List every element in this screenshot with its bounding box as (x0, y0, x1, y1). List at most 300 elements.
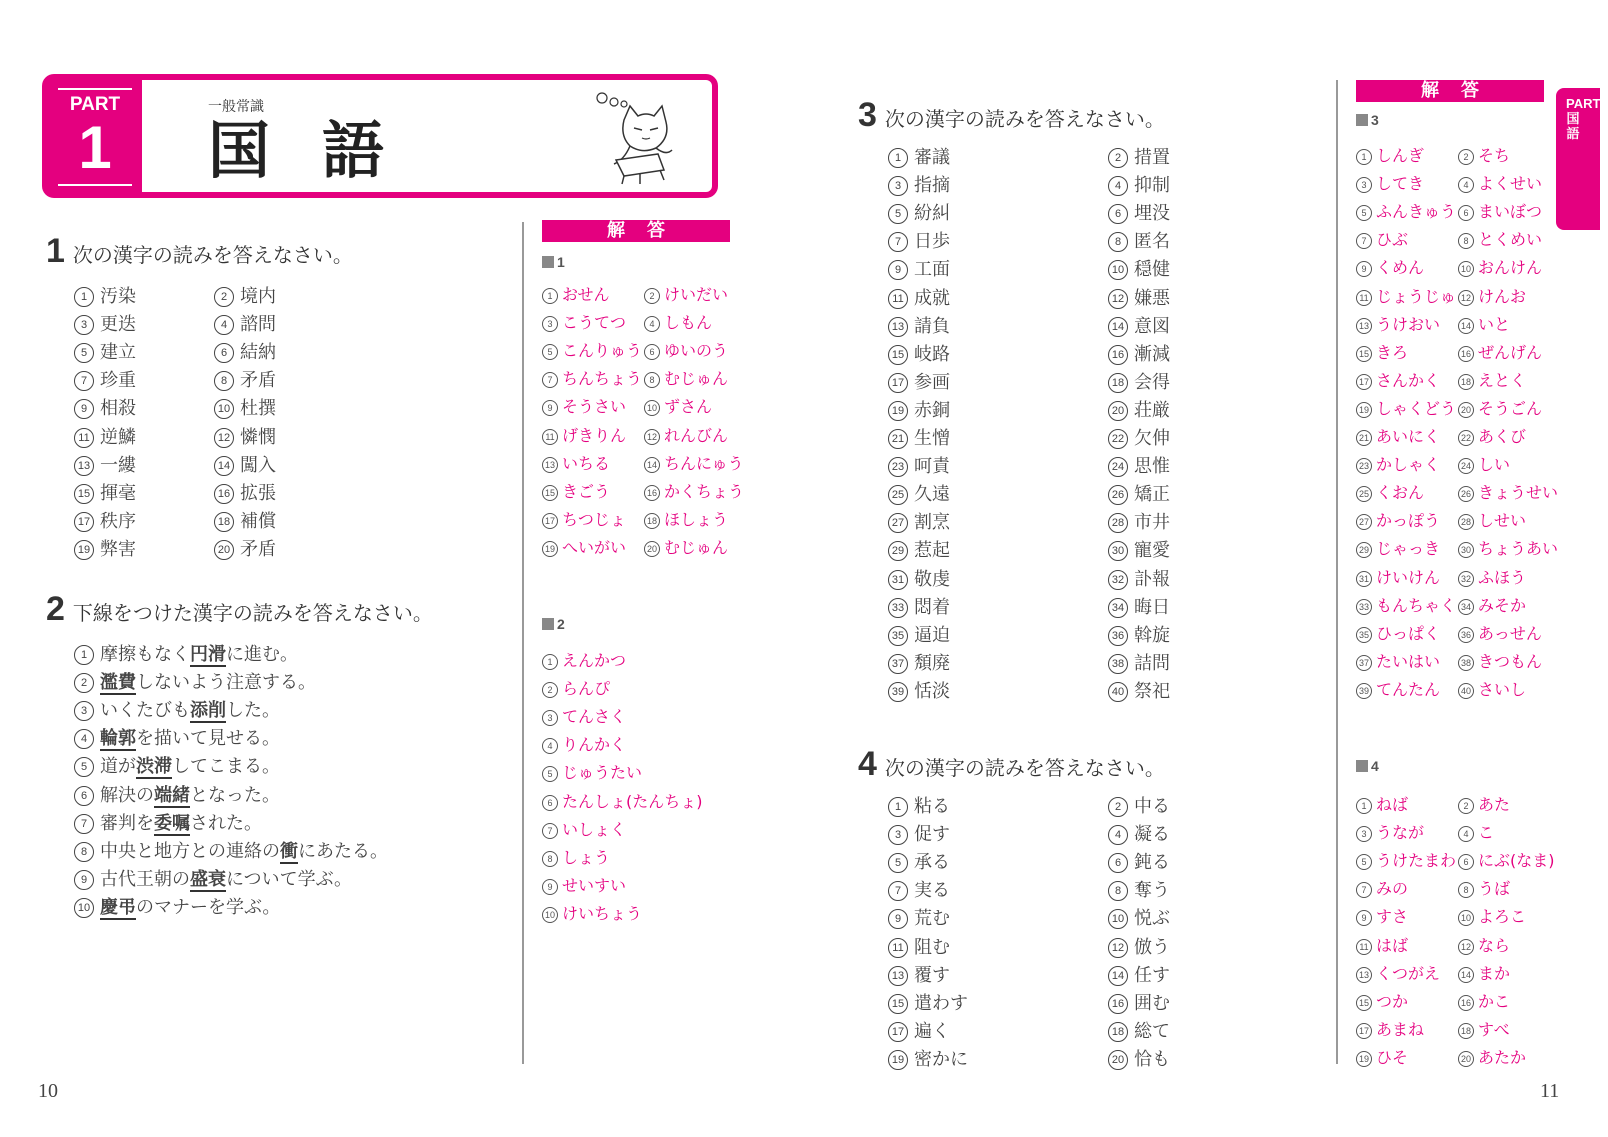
answer-item (1458, 565, 1526, 588)
number-circle: 8 (214, 371, 234, 391)
item-text: いちる (562, 453, 611, 473)
answer-item (542, 648, 626, 671)
number-circle: 13 (1356, 318, 1372, 334)
number-circle: 12 (1458, 290, 1474, 306)
number-circle: 11 (1356, 939, 1372, 955)
question-item (1108, 904, 1170, 930)
question-item (1108, 792, 1170, 818)
item-text: あいにく (1376, 427, 1441, 446)
question-item (888, 199, 950, 225)
item-text: してき (1376, 174, 1425, 194)
subject-title: 国語 (208, 114, 437, 187)
answer-item (644, 282, 728, 305)
item-text: くおん (1376, 483, 1425, 503)
number-circle: 5 (74, 343, 94, 363)
answer-item (1458, 649, 1542, 672)
number-circle: 19 (74, 540, 94, 560)
number-circle: 28 (1458, 514, 1474, 530)
answer-item (542, 535, 626, 558)
item-text: 措置 (1134, 147, 1170, 168)
answer-item (1356, 565, 1440, 588)
number-circle: 15 (888, 345, 908, 365)
number-circle: 30 (1108, 541, 1128, 561)
square-icon (1356, 114, 1368, 126)
number-circle: 3 (888, 825, 908, 845)
item-text: うなが (1376, 823, 1425, 843)
question-item (888, 255, 950, 281)
item-text: たんしょ(たんちょ) (562, 791, 703, 811)
number-circle: 2 (542, 682, 558, 698)
answer-item (542, 423, 626, 446)
underlined-kanji: 委嘱 (154, 812, 190, 834)
answer-item (542, 507, 626, 530)
part-badge (48, 80, 142, 192)
question-item (74, 394, 136, 420)
question-item (888, 284, 950, 310)
number-circle: 10 (542, 907, 558, 923)
number-circle: 15 (888, 994, 908, 1014)
number-circle: 38 (1108, 654, 1128, 674)
item-text: 密かに (914, 1048, 968, 1070)
question-item (888, 171, 950, 197)
item-text: 相殺 (100, 398, 136, 420)
item-text: 岐路 (914, 343, 950, 365)
sentence-item (74, 696, 280, 722)
sentence-post: しないよう注意する。 (136, 672, 316, 694)
number-circle: 2 (1458, 798, 1474, 814)
item-text: まいぼつ (1478, 202, 1543, 222)
number-circle: 7 (542, 372, 558, 388)
answer-item (1458, 593, 1526, 616)
answer-item (1458, 480, 1558, 503)
question-item (1108, 621, 1170, 647)
item-text: しょう (562, 847, 611, 867)
number-circle: 19 (888, 401, 908, 421)
item-text: むじゅん (664, 369, 729, 389)
underlined-kanji: 衝 (280, 840, 298, 862)
number-circle: 12 (1108, 289, 1128, 309)
question-item (888, 312, 950, 338)
item-text: くめん (1376, 258, 1425, 278)
answer-4-number: 4 (1371, 758, 1379, 774)
item-text: おせん (562, 285, 610, 304)
number-circle: 18 (1458, 374, 1474, 390)
sentence-post: を描いて見せる。 (136, 728, 280, 750)
answer-item (542, 704, 626, 727)
item-text: ずさん (664, 397, 713, 417)
item-text: あくび (1478, 427, 1527, 446)
answer-item (1458, 284, 1526, 307)
number-circle: 1 (1356, 149, 1372, 165)
answer-item (1356, 452, 1440, 475)
number-circle: 4 (644, 316, 660, 332)
question-item (74, 338, 136, 364)
item-text: 恬淡 (914, 680, 950, 702)
number-circle: 10 (214, 399, 234, 419)
sentence-item (74, 893, 280, 919)
item-text: 鈍る (1134, 852, 1170, 874)
sentence-post: に進む。 (226, 644, 298, 665)
section-2-instruction: 下線をつけた漢字の読みを答えなさい。 (72, 601, 433, 625)
sentence-item (74, 640, 298, 666)
number-circle: 6 (214, 343, 234, 363)
answer-item (644, 451, 744, 474)
number-circle: 19 (888, 1050, 908, 1070)
item-text: こ (1478, 823, 1495, 843)
number-circle: 34 (1108, 598, 1128, 618)
item-text: 工面 (914, 259, 950, 281)
number-circle: 31 (888, 570, 908, 590)
question-item (1108, 396, 1170, 422)
item-text: くつがえ (1376, 963, 1441, 983)
answer-heading-bar-right: 解答 (1356, 80, 1544, 102)
question-item (214, 338, 276, 364)
sentence-item (74, 724, 280, 750)
question-item (214, 535, 276, 561)
number-circle: 14 (644, 457, 660, 473)
number-circle: 24 (1458, 458, 1474, 474)
number-circle: 1 (888, 148, 908, 168)
number-circle: 10 (1108, 260, 1128, 280)
question-item (214, 423, 276, 449)
number-circle: 18 (1108, 373, 1128, 393)
item-text: 揮毫 (100, 482, 136, 504)
number-circle: 20 (644, 541, 660, 557)
number-circle: 14 (1458, 967, 1474, 983)
item-text: 寵愛 (1134, 540, 1170, 562)
item-text: 割烹 (914, 512, 950, 534)
item-text: ほしょう (664, 509, 729, 529)
question-item (1108, 820, 1170, 846)
question-item (1108, 199, 1170, 225)
item-text: 参画 (914, 371, 950, 393)
part-header (42, 74, 718, 198)
number-circle: 10 (1458, 910, 1474, 926)
answer-item (1458, 508, 1526, 531)
item-text: けいけん (1376, 567, 1441, 587)
square-icon (542, 256, 554, 268)
item-text: ふんきゅう (1376, 202, 1457, 222)
number-circle: 3 (1356, 177, 1372, 193)
answer-item (542, 845, 610, 868)
number-circle: 2 (1458, 149, 1474, 165)
item-text: 嫌悪 (1134, 287, 1170, 309)
item-text: そうごん (1478, 398, 1543, 418)
item-text: しもん (664, 313, 713, 333)
cat-mascot-illustration (594, 90, 684, 186)
item-text: てんさく (562, 707, 627, 727)
item-text: 市井 (1134, 512, 1170, 534)
answer-item (1458, 171, 1542, 194)
item-text: かしゃく (1376, 455, 1441, 475)
question-item (888, 340, 950, 366)
answer-item (1458, 876, 1510, 899)
underlined-kanji: 添削 (190, 700, 226, 722)
number-circle: 2 (644, 288, 660, 304)
answer-item (1356, 284, 1456, 307)
item-text: らんぴ (562, 679, 611, 699)
item-text: あっせん (1478, 623, 1542, 643)
sentence-pre: 道が (100, 756, 136, 778)
item-text: 闖入 (240, 454, 276, 476)
answer-item (1458, 904, 1526, 927)
question-item (888, 508, 950, 534)
sentence-pre: 中央と地方との連絡の (100, 840, 280, 862)
answer-item (1356, 904, 1408, 927)
question-item (1108, 368, 1170, 394)
underlined-kanji: 濫費 (100, 672, 136, 694)
number-circle: 12 (1458, 939, 1474, 955)
question-item (1108, 143, 1170, 169)
number-circle: 13 (74, 456, 94, 476)
question-item (888, 536, 950, 562)
question-item (214, 507, 276, 533)
item-text: 埋没 (1134, 203, 1170, 225)
section-1-heading (46, 232, 353, 271)
question-item (1108, 424, 1170, 450)
item-text: 惹起 (914, 540, 950, 562)
item-text: きょうせい (1478, 483, 1559, 503)
item-text: 凝る (1134, 824, 1170, 846)
answer-item (1356, 933, 1408, 956)
item-text: 日歩 (914, 231, 950, 253)
answer-item (1356, 1017, 1424, 1040)
item-text: 久遠 (914, 484, 950, 506)
answer-item (1356, 792, 1408, 815)
answer-item (1356, 227, 1408, 250)
item-text: えとく (1478, 370, 1527, 390)
question-item (74, 423, 136, 449)
question-item (888, 649, 950, 675)
number-circle: 23 (1356, 458, 1372, 474)
answer-item (1458, 340, 1542, 363)
number-circle: 1 (1356, 798, 1372, 814)
answer-item (542, 366, 642, 389)
question-item (888, 876, 950, 902)
number-circle: 26 (1458, 486, 1474, 502)
number-circle: 13 (1356, 967, 1372, 983)
question-item (74, 310, 136, 336)
sentence-post: した。 (226, 700, 280, 722)
question-item (1108, 961, 1170, 987)
question-item (1108, 508, 1170, 534)
number-circle: 15 (1356, 346, 1372, 362)
item-text: あまね (1376, 1019, 1425, 1039)
answer-item (644, 394, 712, 417)
sentence-item (74, 752, 280, 778)
item-text: ねば (1376, 795, 1409, 814)
answer-item (1356, 340, 1408, 363)
answer-item (1458, 677, 1526, 700)
number-circle: 35 (888, 626, 908, 646)
question-item (74, 479, 136, 505)
number-circle: 35 (1356, 627, 1372, 643)
number-circle: 1 (74, 287, 94, 307)
number-circle: 21 (1356, 430, 1372, 446)
question-item (888, 933, 950, 959)
item-text: ゆいのう (664, 341, 729, 361)
number-circle: 14 (214, 456, 234, 476)
question-item (74, 535, 136, 561)
item-text: 敬虔 (914, 568, 950, 590)
number-circle: 5 (1356, 205, 1372, 221)
answer-item (542, 732, 626, 755)
number-circle: 9 (542, 879, 558, 895)
number-circle: 25 (888, 485, 908, 505)
question-item (1108, 1017, 1170, 1043)
number-circle: 9 (74, 870, 94, 890)
item-text: けいだい (664, 285, 729, 304)
underlined-kanji: 輪郭 (100, 728, 136, 750)
item-text: 遍く (914, 1020, 950, 1042)
item-text: みそか (1478, 595, 1527, 615)
part-label: PART (69, 94, 121, 115)
item-text: はば (1376, 935, 1409, 955)
item-text: かっぽう (1376, 511, 1441, 531)
item-text: 斡旋 (1134, 624, 1170, 646)
item-text: 呵責 (914, 456, 950, 478)
item-text: 建立 (100, 342, 136, 364)
item-text: かこ (1478, 991, 1511, 1011)
question-item (1108, 284, 1170, 310)
sentence-item (74, 865, 352, 891)
sentence-pre: 摩擦もなく (100, 644, 190, 665)
number-circle: 11 (1356, 290, 1372, 306)
item-text: 任す (1134, 964, 1170, 986)
question-item (1108, 536, 1170, 562)
section-4-instruction: 次の漢字の読みを答えなさい。 (884, 756, 1165, 780)
number-circle: 6 (644, 344, 660, 360)
answer-item (1356, 593, 1456, 616)
answer-item (542, 282, 610, 305)
question-item (74, 507, 136, 533)
answer-item (1356, 368, 1440, 391)
item-text: ちんちょう (562, 369, 643, 389)
question-item (888, 961, 950, 987)
question-item (888, 480, 950, 506)
item-text: 成就 (914, 287, 950, 309)
number-circle: 11 (888, 289, 908, 309)
number-circle: 8 (74, 842, 94, 862)
item-text: 指摘 (914, 175, 950, 197)
answer-item (1458, 820, 1494, 843)
item-text: なら (1478, 935, 1511, 955)
number-circle: 14 (1458, 318, 1474, 334)
item-text: 会得 (1134, 371, 1170, 393)
number-circle: 38 (1458, 655, 1474, 671)
sentence-item (74, 668, 316, 694)
question-item (1108, 255, 1170, 281)
answer-item (1458, 792, 1510, 815)
number-circle: 22 (1458, 430, 1474, 446)
item-text: 汚染 (100, 286, 136, 307)
section-2-number: 2 (46, 590, 65, 628)
number-circle: 4 (1458, 177, 1474, 193)
number-circle: 23 (888, 457, 908, 477)
item-text: 諮問 (240, 314, 276, 336)
answer-4-label (1356, 758, 1379, 774)
section-3-instruction: 次の漢字の読みを答えなさい。 (884, 107, 1165, 131)
number-circle: 18 (644, 513, 660, 529)
answer-heading-bar-left: 解答 (542, 220, 730, 242)
item-text: 矯正 (1134, 484, 1170, 506)
item-text: ひぶ (1376, 230, 1409, 250)
item-text: 一縷 (100, 454, 136, 476)
number-circle: 14 (1108, 966, 1128, 986)
question-item (888, 848, 950, 874)
number-circle: 7 (542, 823, 558, 839)
number-circle: 11 (888, 938, 908, 958)
question-item (888, 227, 950, 253)
item-text: おんけん (1478, 258, 1543, 278)
number-circle: 40 (1108, 682, 1128, 702)
item-text: ぜんげん (1478, 342, 1543, 362)
number-circle: 9 (888, 909, 908, 929)
number-circle: 19 (1356, 1051, 1372, 1067)
answer-item (1458, 452, 1510, 475)
number-circle: 5 (542, 344, 558, 360)
question-item (214, 366, 276, 392)
number-circle: 6 (74, 786, 94, 806)
question-item (1108, 989, 1170, 1015)
number-circle: 3 (542, 710, 558, 726)
item-text: 拡張 (240, 482, 276, 504)
answer-item (542, 901, 642, 924)
item-text: 珍重 (100, 370, 136, 392)
number-circle: 14 (1108, 317, 1128, 337)
item-text: 漸減 (1134, 343, 1170, 365)
item-text: にぶ(なま) (1478, 851, 1555, 871)
number-circle: 4 (74, 729, 94, 749)
item-text: こうてつ (562, 313, 627, 333)
number-circle: 15 (1356, 995, 1372, 1011)
square-icon (542, 618, 554, 630)
number-circle: 12 (644, 429, 660, 445)
number-circle: 9 (74, 399, 94, 419)
section-1-number: 1 (46, 232, 65, 270)
sentence-item (74, 781, 280, 807)
item-text: うけおい (1376, 314, 1441, 334)
answer-item (1356, 508, 1440, 531)
number-circle: 27 (888, 513, 908, 533)
item-text: 紛糾 (914, 203, 950, 225)
item-text: 矛盾 (240, 538, 276, 560)
question-item (888, 396, 950, 422)
answer-item (644, 535, 728, 558)
item-text: もんちゃく (1376, 595, 1457, 615)
number-circle: 33 (888, 598, 908, 618)
number-circle: 18 (214, 512, 234, 532)
number-circle: 20 (1108, 1050, 1128, 1070)
number-circle: 4 (1108, 176, 1128, 196)
part-side-tab (1556, 88, 1608, 230)
answer-item (644, 507, 728, 530)
badge-line-top (58, 88, 132, 90)
number-circle: 17 (542, 513, 558, 529)
item-text: へいがい (562, 537, 627, 557)
answer-item (644, 338, 728, 361)
number-circle: 13 (888, 966, 908, 986)
number-circle: 39 (1356, 683, 1372, 699)
answer-item (1458, 312, 1510, 335)
number-circle: 6 (1458, 205, 1474, 221)
item-text: ひっぱく (1376, 623, 1441, 643)
question-item (888, 792, 950, 818)
item-text: 頽廃 (914, 652, 950, 674)
item-text: 晦日 (1134, 596, 1170, 618)
page-number-right: 11 (1540, 1080, 1560, 1102)
answer-item (1458, 227, 1542, 250)
